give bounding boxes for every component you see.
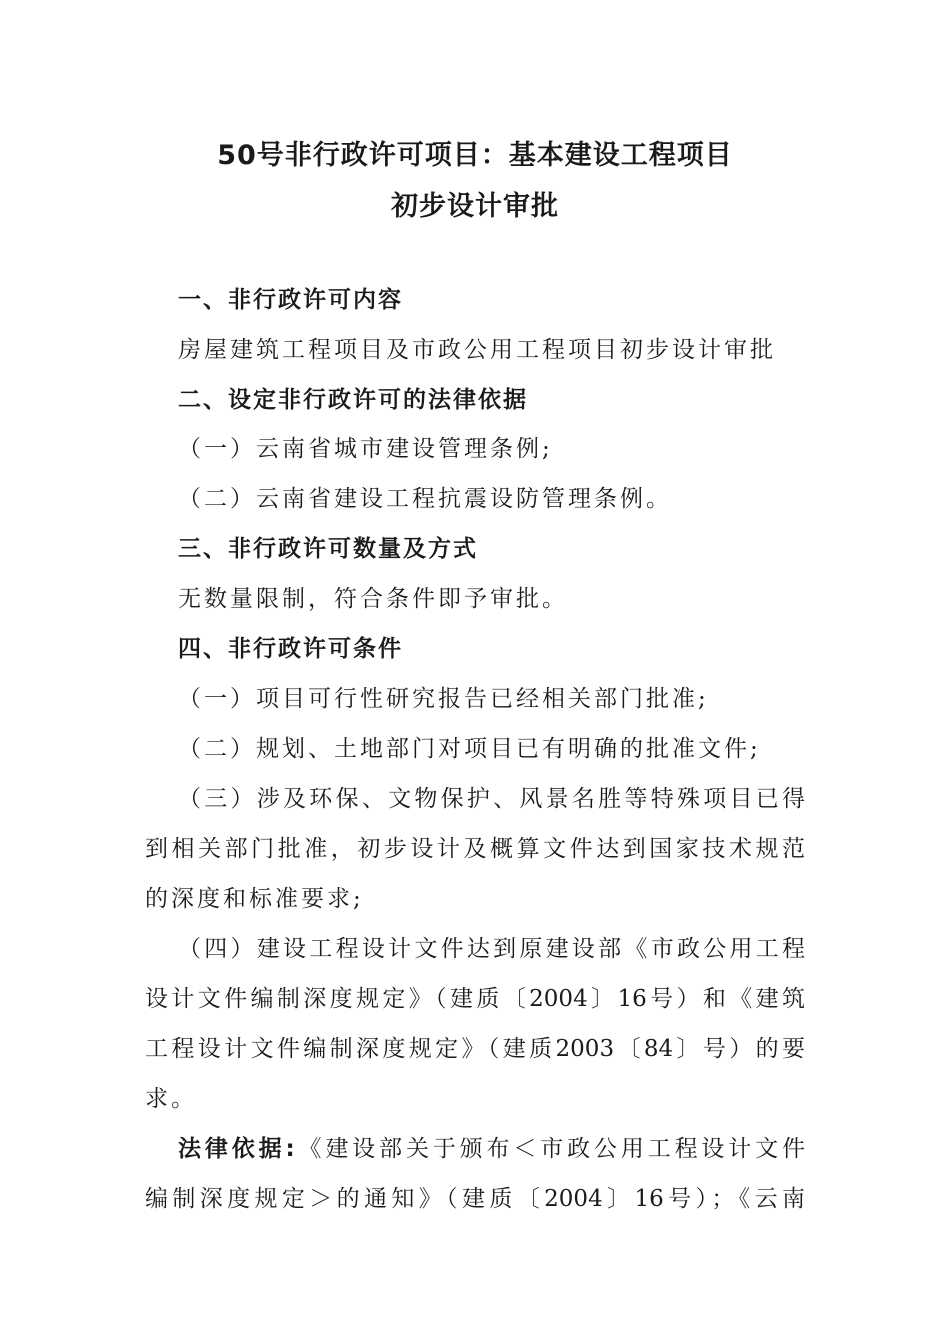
- section-4-item-2: （二）规划、土地部门对项目已有明确的批准文件;: [178, 736, 761, 762]
- section-3-heading: 三、非行政许可数量及方式: [178, 536, 478, 562]
- section-4-item-4-line-1: （四）建设工程设计文件达到原建设部《市政公用工程: [178, 936, 805, 962]
- legal-basis-line-2: 编制深度规定＞的通知》（建质〔2004〕16号）；《云南: [145, 1186, 805, 1212]
- legal-basis-line-1-text: 《建设部关于颁布＜市政公用工程设计文件: [294, 1136, 806, 1162]
- section-3-text: 无数量限制，符合条件即予审批。: [178, 586, 568, 612]
- section-2-item-1: （一）云南省城市建设管理条例;: [178, 436, 553, 462]
- document-title-line-2: 初步设计审批: [391, 191, 559, 222]
- section-4-item-3-line-3: 的深度和标准要求;: [145, 886, 364, 912]
- section-4-item-4-line-4: 求。: [145, 1086, 197, 1112]
- section-4-item-3-line-1: （三）涉及环保、文物保护、风景名胜等特殊项目已得: [178, 786, 805, 812]
- section-2-heading: 二、设定非行政许可的法律依据: [178, 387, 528, 413]
- section-1-text: 房屋建筑工程项目及市政公用工程项目初步设计审批: [178, 337, 776, 363]
- section-4-item-1: （一）项目可行性研究报告已经相关部门批准;: [178, 686, 709, 712]
- legal-basis-line-1: [178, 1134, 805, 1164]
- document-title-line-1: 50号非行政许可项目：基本建设工程项目: [217, 140, 733, 171]
- section-2-item-2: （二）云南省建设工程抗震设防管理条例。: [178, 486, 672, 512]
- section-4-item-3-line-2: 到相关部门批准，初步设计及概算文件达到国家技术规范: [145, 836, 805, 862]
- section-4-item-4-line-3: 工程设计文件编制深度规定》（建质2003〔84〕号）的要: [145, 1036, 805, 1062]
- section-1-heading: 一、非行政许可内容: [178, 287, 403, 313]
- legal-basis-label: 法律依据:: [178, 1136, 295, 1162]
- section-4-item-4-line-2: 设计文件编制深度规定》（建质〔2004〕16号）和《建筑: [145, 986, 805, 1012]
- section-4-heading: 四、非行政许可条件: [178, 636, 403, 662]
